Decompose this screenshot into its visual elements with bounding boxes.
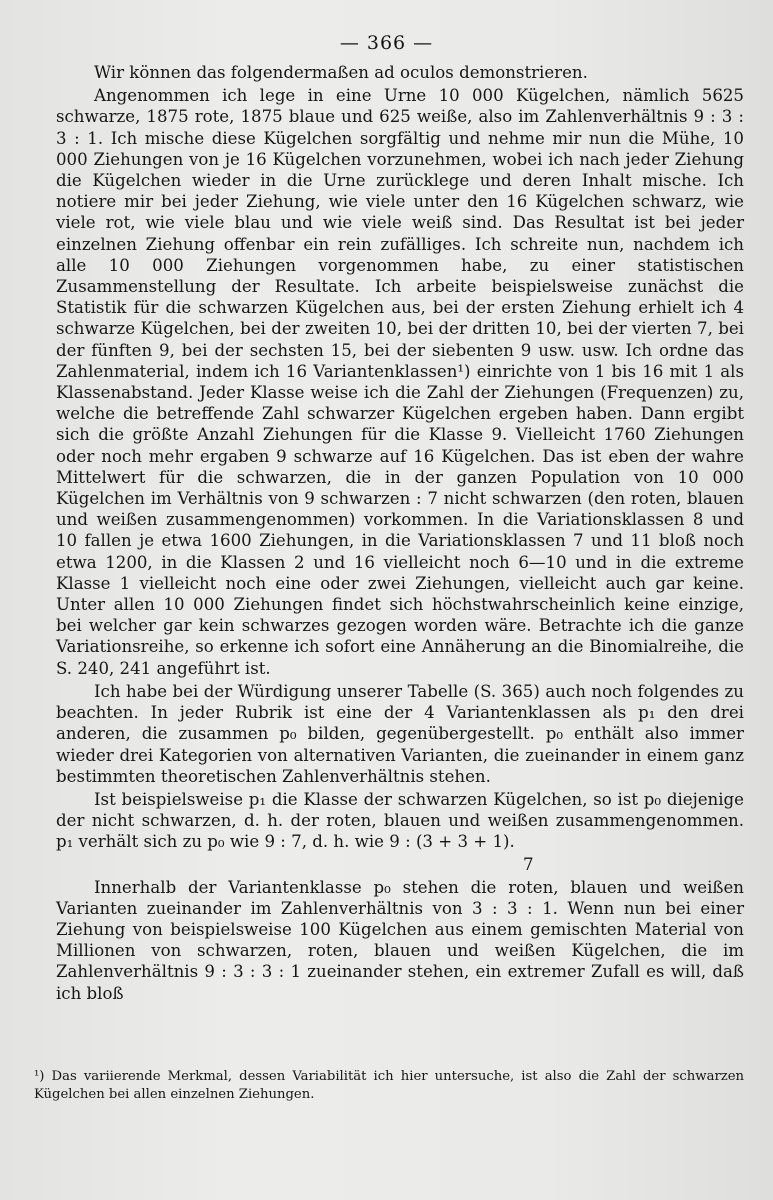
main-text xyxy=(56,62,744,1004)
page-number: — 366 — xyxy=(339,32,434,54)
paragraph-urn-experiment: Angenommen ich lege in eine Urne 10 000 Kügelchen, nämlich 5625 schwarze, 1875 rote, 1875 blaue und 625 weiße, also im Zahlenverhältnis 9 : 3 : 3 : 1. Ich mische diese Kügelchen sorgfältig und nehme mir nun die Mühe, 10 000 Ziehungen von je 16 Kügelchen vorzunehmen, wobei ich nach jeder Ziehung die Kügelchen wieder in die Urne zurücklege und deren Inhalt mische. Ich notiere mir bei jeder Ziehung, wie viele unter den 16 Kügelchen schwarz, wie viele rot, wie viele blau und wie viele weiß sind. Das Resultat ist bei jeder einzelnen Ziehung offenbar ein rein zufälliges. Ich schreite nun, nachdem ich alle 10 000 Ziehungen vorgenommen habe, zu einer statistischen Zusammenstellung der Resultate. Ich arbeite beispielsweise zunächst die Statistik für die schwarzen Kügelchen aus, bei der ersten Ziehung erhielt ich 4 schwarze Kügelchen, bei der zweiten 10, bei der dritten 10, bei der vierten 7, bei der fünften 9, bei der sechsten 15, bei der siebenten 9 usw. usw. Ich ordne das Zahlenmaterial, indem ich 16 Variantenklassen¹) einrichte von 1 bis 16 mit 1 als Klassenabstand. Jeder Klasse weise ich die Zahl der Ziehungen (Frequenzen) zu, welche die betreffende Zahl schwarzer Kügelchen ergeben haben. Dann ergibt sich die größte Anzahl Ziehungen für die Klasse 9. Vielleicht 1760 Ziehungen oder noch mehr ergaben 9 schwarze auf 16 Kügelchen. Das ist eben der wahre Mittelwert für die schwarzen, die in der ganzen Population von 10 000 Kügelchen im Verhältnis von 9 schwarzen : 7 nicht schwarzen (den roten, blauen und weißen zusammengenommen) vorkommen. In die Variationsklassen 8 und 10 fallen je etwa 1600 Ziehungen, in die Variationsklassen 7 und 11 bloß noch etwa 1200, in die Klassen 2 und 16 vielleicht noch 6—10 und in die extreme Klasse 1 vielleicht noch eine oder zwei Ziehungen, vielleicht auch gar keine. Unter allen 10 000 Ziehungen findet sich höchstwahrscheinlich keine einzige, bei welcher gar kein schwarzes gezogen worden wäre. Betrachte ich die ganze Variationsreihe, so erkenne ich sofort eine Annäherung an die Binomialreihe, die S. 240, 241 angeführt ist. xyxy=(56,86,744,678)
fraction-denominator: 7 xyxy=(523,854,534,874)
footnote: ¹) Das variierende Merkmal, dessen Variabilität ich hier untersuche, ist also die Zahl der schwarzen Kügelchen bei allen einzelnen Ziehungen. xyxy=(34,1069,744,1102)
paragraph-table-note: Ich habe bei der Würdigung unserer Tabelle (S. 365) auch noch folgendes zu beachten. In jeder Rubrik ist eine der 4 Variantenklassen als p₁ den drei anderen, die zusammen p₀ bilden, gegenübergestellt. p₀ enthält also immer wieder drei Kategorien von alternativen Varianten, die zueinander in einem ganz bestimmten theoretischen Zahlenverhältnis stehen. xyxy=(56,681,744,786)
paragraph-example: Ist beispielsweise p₁ die Klasse der schwarzen Kügelchen, so ist p₀ diejenige der nicht schwarzen, d. h. der roten, blauen und weißen zusammengenommen. p₁ verhält sich zu p₀ wie 9 : 7, d. h. wie 9 : (3 + 3 + 1). xyxy=(56,789,744,852)
paragraph-variant-class: Innerhalb der Variantenklasse p₀ stehen die roten, blauen und weißen Varianten zueinander im Zahlenverhältnis von 3 : 3 : 1. Wenn nun bei einer Ziehung von beispielsweise 100 Kügelchen aus einem gemischten Material von Millionen von schwarzen, roten, blauen und weißen Kügelchen, die im Zahlenverhältnis 9 : 3 : 3 : 1 zueinander stehen, ein extremer Zufall es will, daß ich bloß xyxy=(56,877,744,1003)
paragraph-intro: Wir können das folgendermaßen ad oculos demonstrieren. xyxy=(94,63,588,82)
